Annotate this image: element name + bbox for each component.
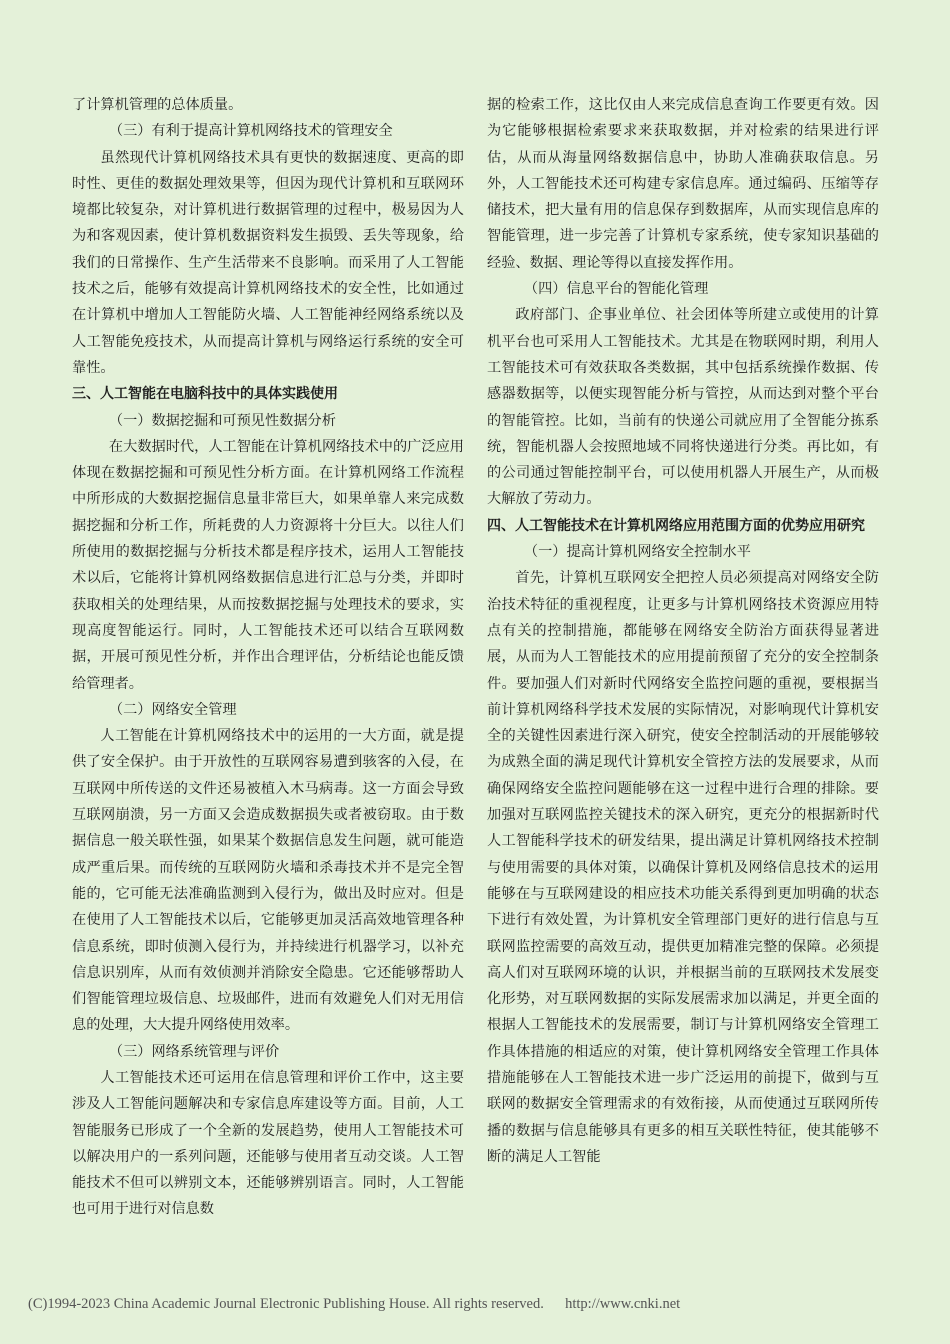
cnki-url: http://www.cnki.net (565, 1296, 681, 1312)
subheading-3-4: （四）信息平台的智能化管理 (523, 281, 709, 298)
paragraph: 在大数据时代，人工智能在计算机网络技术中的广泛应用体现在数据挖掘和可预见性分析方面。在计算机网络工作流程中所形成的大数据挖掘信息量非常巨大，如果单靠人来完成数据挖掘和分析工作，所耗费的人力资源将十分巨大。以往人们所使用的数据挖掘与分析技术都是程序技术，运用人工智能技术以后，它能将计算机网络数据信息进行汇总与分类，并即时获取相关的处理结果，从而按数据挖掘与处理技术的要求，实现高度智能运行。同时，人工智能技术还可以结合互联网数据，开展可预见性分析，并作出合理评估，分析结论也能反馈给管理者。 (72, 438, 464, 692)
left-column (72, 92, 464, 1223)
subheading-3-3: （三）网络系统管理与评价 (108, 1043, 280, 1060)
subheading-2-3: （三）有利于提高计算机网络技术的管理安全 (108, 123, 393, 140)
paragraph: 虽然现代计算机网络技术具有更快的数据速度、更高的即时性、更佳的数据处理效果等，但因为现代计算机和互联网环境都比较复杂，对计算机进行数据管理的过程中，极易因为人为和客观因素，使计算机数据资料发生损毁、丢失等现象，给我们的日常操作、生产生活带来不良影响。而采用了人工智能技术之后，能够有效提高计算机网络技术的安全性，比如通过在计算机中增加人工智能防火墙、人工智能神经网络系统以及人工智能免疫技术，从而提高计算机与网络运行系统的安全可靠性。 (72, 149, 464, 376)
subheading-3-2: （二）网络安全管理 (108, 701, 237, 718)
paragraph-continuation: 据的检索工作，这比仅由人来完成信息查询工作要更有效。因为它能够根据检索要求来获取数据，并对检索的结果进行评估，从而从海量网络数据信息中，协助人准确获取信息。另外，人工智能技术还可构建专家信息库。通过编码、压缩等存储技术，把大量有用的信息保存到数据库，从而实现信息库的智能管理，进一步完善了计算机专家系统，使专家知识基础的经验、数据、理论等得以直接发挥作用。 (487, 97, 879, 271)
section-heading-3: 三、人工智能在电脑科技中的具体实践使用 (72, 386, 338, 403)
paragraph-continuation: 了计算机管理的总体质量。 (72, 97, 243, 113)
subheading-4-1: （一）提高计算机网络安全控制水平 (523, 544, 751, 561)
right-column (487, 92, 879, 1170)
subheading-3-1: （一）数据挖掘和可预见性数据分析 (108, 412, 336, 429)
paragraph: 首先，计算机互联网安全把控人员必须提高对网络安全防治技术特征的重视程度，让更多与计算机网络技术资源应用特点有关的控制措施，都能够在网络安全防治方面获得显著进展，从而为人工智能技术的应用提前预留了充分的安全控制条件。要加强人们对新时代网络安全监控问题的重视，要根据当前计算机网络科学技术发展的实际情况，对影响现代计算机安全的关键性因素进行深入研究，使安全控制活动的开展能够较为成熟全面的满足现代计算机安全管控方法的发展要求，从而确保网络安全监控问题能够在这一过程中进行合理的排除。要加强对互联网监控关键技术的深入研究，更充分的根据新时代人工智能科学技术的研发结果，提出满足计算机网络技术控制与使用需要的具体对策，以确保计算机及网络信息技术的运用能够在与互联网建设的相应技术功能关系得到更加明确的状态下进行有效处置，为计算机安全管理部门更好的进行信息与互联网监控需要的高效互动，提供更加精准完整的保障。必须提高人们对互联网环境的认识，并根据当前的互联网技术发展变化形势，对互联网数据的实际发展需求加以满足，并更全面的根据人工智能技术的发展需要，制订与计算机网络安全管理工作具体措施的相适应的对策，使计算机网络安全管理工作具体措施能够在人工智能技术进一步广泛运用的前提下，做到与互联网的数据安全管理需求的有效衔接，从而使通过互联网所传播的数据与信息能够具有更多的相互关联性特征，使其能够不断的满足人工智能 (487, 570, 879, 1165)
paragraph: 人工智能在计算机网络技术中的运用的一大方面，就是提供了安全保护。由于开放性的互联网容易遭到骇客的入侵，在互联网中所传送的文件还易被植入木马病毒。这一方面会导致互联网崩溃，另一方面又会造成数据损失或者被窃取。由于数据信息一般关联性强，如果某个数据信息发生问题，就可能造成严重后果。而传统的互联网防火墙和杀毒技术并不是完全智能的，它可能无法准确监测到入侵行为，做出及时应对。但是在使用了人工智能技术以后，它能够更加灵活高效地管理各种信息系统，即时侦测入侵行为，并持续进行机器学习，以补充信息识别库，从而有效侦测并消除安全隐患。它还能够帮助人们智能管理垃圾信息、垃圾邮件，进而有效避免人们对无用信息的处理，大大提升网络使用效率。 (72, 728, 464, 1034)
section-heading-4: 四、人工智能技术在计算机网络应用范围方面的优势应用研究 (487, 517, 865, 534)
paragraph: 政府部门、企事业单位、社会团体等所建立或使用的计算机平台也可采用人工智能技术。尤其是在物联网时期，利用人工智能技术可有效获取各类数据，其中包括系统操作数据、传感器数据等，以便实现智能分析与管控，从而达到对整个平台的智能管控。比如，当前有的快递公司就应用了全智能分拣系统，智能机器人会按照地域不同将快递进行分类。再比如，有的公司通过智能控制平台，可以使用机器人开展生产，从而极大解放了劳动力。 (487, 307, 879, 508)
copyright-footer (28, 1296, 928, 1313)
paragraph: 人工智能技术还可运用在信息管理和评价工作中，这主要涉及人工智能问题解决和专家信息库建设等方面。目前，人工智能服务已形成了一个全新的发展趋势，使用人工智能技术可以解决用户的一系列问题，还能够与使用者互动交谈。人工智能技术不但可以辨别文本，还能够辨别语言。同时，人工智能也可用于进行对信息数 (72, 1069, 464, 1218)
copyright-text: (C)1994-2023 China Academic Journal Electronic Publishing House. All rights reserved. (28, 1296, 544, 1312)
